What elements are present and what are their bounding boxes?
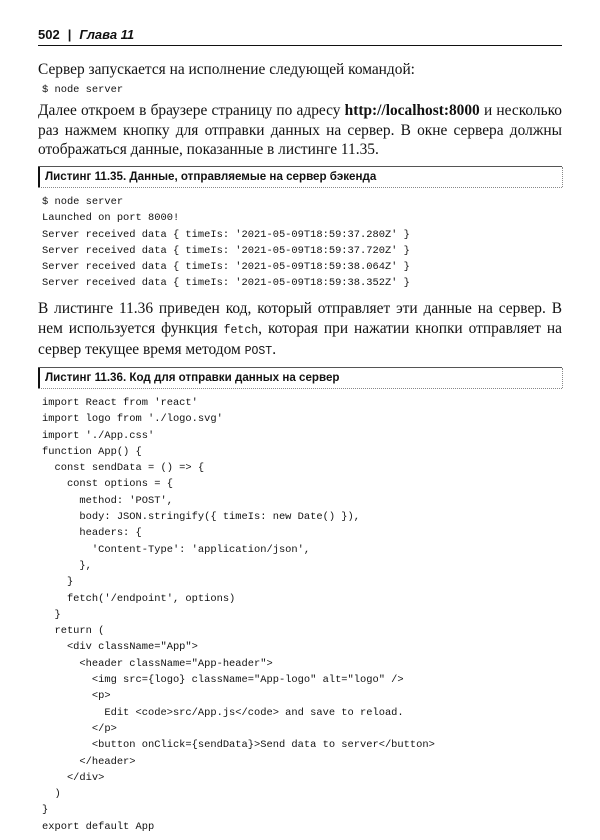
listing-11-35-code: $ node server Launched on port 8000! Server received data { timeIs: '2021-05-09T18:59:37.280Z' } Server received data { timeIs: '2021-05-09T18:59:37.720Z' } Server received data { timeIs: '2021-05-09T18:59:38.064Z' } Server received data { timeIs: '2021-05-09T18:59:38.352Z' } [42,196,410,290]
page-number: 502 [38,27,60,42]
command-line: $ node server [42,84,124,96]
paragraph-text: , которая при нажатии кнопки отправляет на сервер текущее время методом [38,319,562,358]
paragraph-text: Далее откроем в браузере страницу по адресу [38,102,345,119]
chapter-title: Глава 11 [79,27,135,42]
paragraph-open-browser [38,101,562,160]
paragraph-text: . [272,341,277,358]
inline-code-post: POST [244,345,273,358]
paragraph-text: и несколько раз нажмем кнопку для отправки данных на сервер. В окне сервера должны отображаться данные, показанные в листинге 11.35. [38,102,562,158]
localhost-url: http://localhost:8000 [344,102,480,119]
paragraph-text: В листинге 11.36 приведен код, который отправляет эти данные на сервер. В нем используется функция [38,300,562,337]
paragraph-listing-intro [38,299,562,362]
listing-title: Листинг 11.35. Данные, отправляемые на сервер бэкенда [45,170,377,183]
listing-11-36-header [38,367,562,389]
inline-code-fetch: fetch [223,323,259,337]
paragraph-server-start: Сервер запускается на исполнение следующей командой: [38,61,415,78]
listing-title: Листинг 11.36. Код для отправки данных на сервер [45,371,340,384]
listing-11-35-header [38,166,562,188]
running-header [38,27,134,42]
listing-11-36-code: import React from 'react' import logo from './logo.svg' import './App.css' function App() { const sendData = () => { const options = { method: 'POST', body: JSON.stringify({ timeIs: new Date() }), headers: { 'Content-Type': 'application/json', }, } fetch('/endpoint', options) } return ( <div className="App"> <header className="App-header"> <img src={logo} className="App-logo" alt="logo" /> <p> Edit <code>src/App.js</code> and save to reload. </p> <button onClick={sendData}>Send data to server</button> </header> </div> ) } export default App [42,397,435,833]
header-rule [38,45,562,46]
header-separator: | [67,27,72,42]
